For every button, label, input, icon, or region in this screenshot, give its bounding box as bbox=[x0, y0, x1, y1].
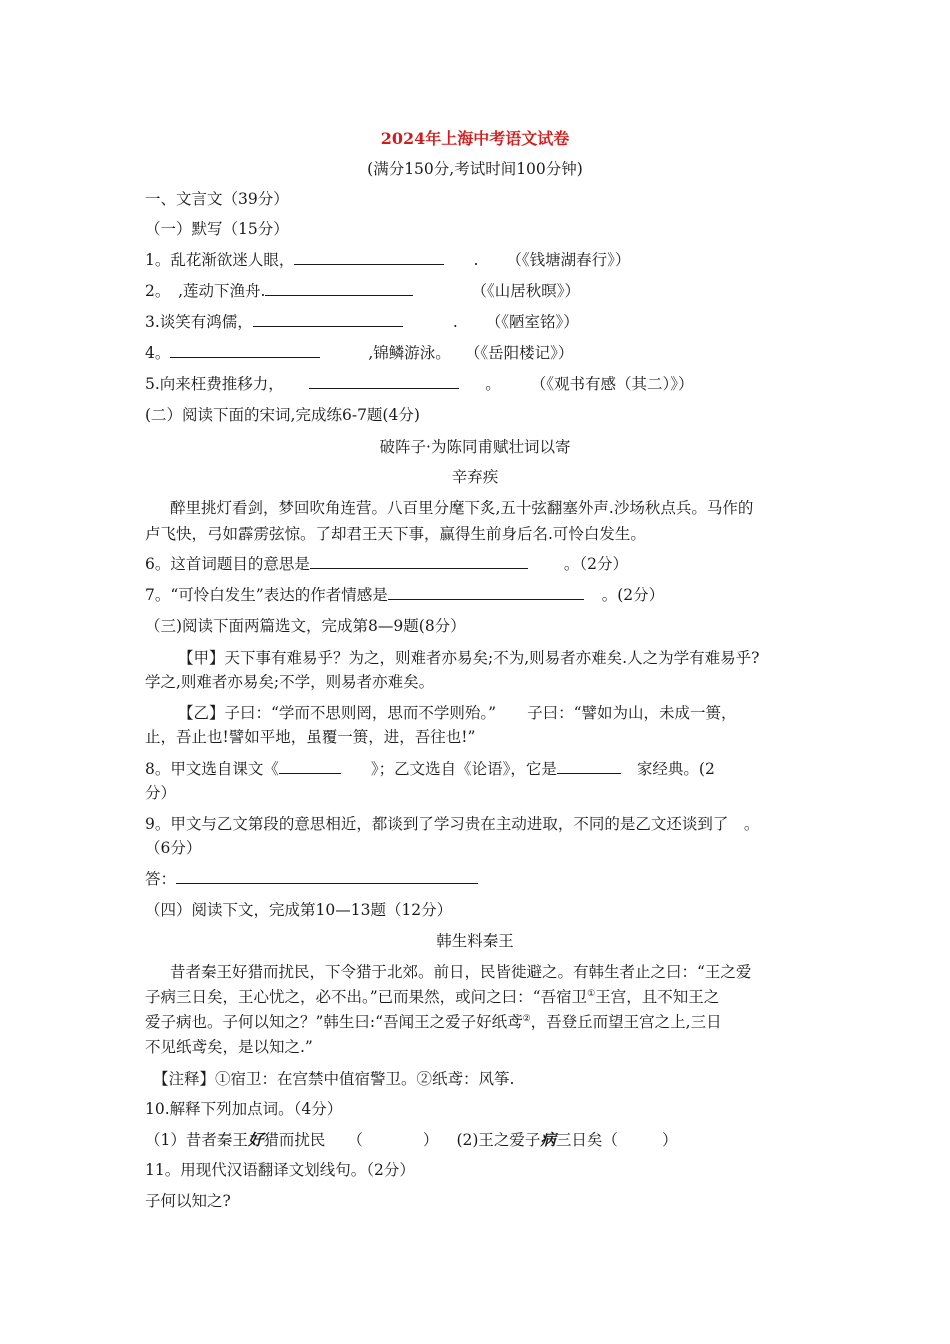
passage-yi: 【乙】子曰：“学而不思则罔，思而不学则殆。” 子曰：“譬如为山，未成一篑， bbox=[178, 704, 737, 722]
q7-score: 。(2分） bbox=[601, 586, 665, 604]
part2-heading: (二）阅读下面的宋词,完成练6-7题(4分) bbox=[145, 406, 420, 424]
question-10-items bbox=[145, 1130, 677, 1150]
passage-text: 子病三日矣，王心忧之，必不出。”已而果然，或问之曰：“吾宿卫 bbox=[145, 988, 588, 1006]
poem-line: 卢飞快，弓如霹雳弦惊。了却君王天下事，赢得生前身后名.可怜白发生。 bbox=[145, 525, 646, 543]
answer-blank[interactable] bbox=[294, 250, 444, 265]
q4-mid: ,锦鳞游泳。 bbox=[368, 344, 451, 362]
answer-blank[interactable] bbox=[265, 281, 413, 296]
answer-label: 答： bbox=[145, 870, 177, 888]
answer-paren[interactable]: （ bbox=[347, 1131, 363, 1149]
q4-text: 4。 bbox=[145, 344, 171, 362]
question-2 bbox=[145, 281, 580, 301]
answer-blank[interactable] bbox=[557, 759, 621, 774]
poem-title: 破阵子·为陈同甫赋壮词以寄 bbox=[379, 438, 571, 456]
passage-line: 昔者秦王好猎而扰民，下令猎于北郊。前日，民皆徙避之。有韩生者止之曰：“王之爱 bbox=[170, 963, 752, 981]
q6-text: 6。这首词题目的意思是 bbox=[145, 555, 310, 573]
dotted-word: 好 bbox=[247, 1130, 264, 1149]
poem-author: 辛弃疾 bbox=[451, 468, 499, 486]
q2-source: （《山居秋暝》） bbox=[471, 282, 580, 300]
answer-paren[interactable]: ） bbox=[422, 1131, 439, 1149]
q7-text: 7。“可怜白发生”表达的作者情感是 bbox=[145, 586, 388, 604]
q10-text: (2)王之爱子 bbox=[456, 1131, 541, 1149]
question-4 bbox=[145, 343, 573, 363]
q8-text: 8。甲文选自课文《 bbox=[145, 760, 279, 778]
passage-jia: 【甲】天下事有难易乎？为之，则难者亦易矣;不为,则易者亦难矣.人之为学有难易乎? bbox=[178, 649, 760, 667]
passage-jia: 学之,则难者亦易矣;不学，则易者亦难矣。 bbox=[145, 673, 435, 691]
question-6 bbox=[145, 554, 628, 574]
annotation-note: 【注释】①宿卫：在宫禁中值宿警卫。②纸鸢：风筝. bbox=[153, 1070, 515, 1088]
q6-score: 。（2分） bbox=[563, 555, 628, 573]
answer-blank[interactable] bbox=[309, 374, 459, 389]
question-3 bbox=[145, 312, 579, 332]
dotted-word: 病 bbox=[540, 1130, 556, 1149]
answer-paren[interactable]: ） bbox=[661, 1131, 678, 1149]
exam-subtitle: (满分150分,考试时间100分钟) bbox=[367, 160, 583, 178]
footnote-marker: ① bbox=[587, 988, 596, 999]
text-title: 韩生料秦王 bbox=[436, 932, 514, 950]
part3-heading: （三)阅读下面两篇选文，完成第8—9题(8分） bbox=[145, 617, 466, 635]
q5-source: （《观书有感（其二）》） bbox=[530, 375, 694, 393]
q8-score: 分） bbox=[145, 784, 177, 802]
answer-blank[interactable] bbox=[170, 343, 320, 358]
q1-source: （《钱塘湖春行》） bbox=[506, 251, 631, 269]
question-7 bbox=[145, 585, 664, 605]
q1-text: 1。乱花渐欲迷人眼， bbox=[145, 251, 295, 269]
answer-blank[interactable] bbox=[310, 554, 528, 569]
q4-source: （《岳阳楼记》） bbox=[464, 344, 574, 362]
answer-blank[interactable] bbox=[388, 585, 584, 600]
question-10-heading: 10.解释下列加点词。（4分） bbox=[145, 1100, 343, 1118]
q5-text: 5.向来枉费推移力， bbox=[145, 375, 284, 393]
footnote-marker: ② bbox=[522, 1013, 531, 1024]
q3-text: 3.谈笑有鸿儒， bbox=[145, 313, 253, 331]
question-9: 9。甲文与乙文第段的意思相近，都谈到了学习贵在主动进取，不同的是乙文还谈到了 。 bbox=[145, 815, 760, 833]
question-5 bbox=[145, 374, 694, 394]
passage-text: 爱子病也。子何以知之？”韩生曰:“吾闻王之爱子好纸鸢 bbox=[145, 1013, 523, 1031]
page-title: 2024年上海中考语文试卷 bbox=[380, 129, 570, 148]
question-11-heading: 11。用现代汉语翻译文划线句。（2分） bbox=[145, 1161, 415, 1179]
part4-heading: （四）阅读下文，完成第10—13题（12分） bbox=[145, 901, 453, 919]
part1-heading: （一）默写（15分） bbox=[145, 220, 289, 238]
q10-text: 猎而扰民 bbox=[263, 1131, 326, 1149]
q10-text: 三日矣（ bbox=[555, 1131, 618, 1149]
question-1 bbox=[145, 250, 630, 270]
q3-source: （《陋室铭》） bbox=[485, 313, 579, 331]
section-heading: 一、文言文（39分） bbox=[145, 190, 289, 208]
q8-text: 家经典。(2 bbox=[636, 760, 715, 778]
passage-text: ，吾登丘而望王宫之上,三日 bbox=[530, 1013, 722, 1031]
poem-line: 醉里挑灯看剑，梦回吹角连营。八百里分麾下炙,五十弦翻塞外声.沙场秋点兵。马作的 bbox=[170, 499, 754, 517]
question-11-sentence: 子何以知之? bbox=[145, 1192, 231, 1210]
q10-text: （1）昔者秦王 bbox=[145, 1131, 248, 1149]
passage-text: 王宫，且不知王之 bbox=[595, 988, 720, 1006]
passage-line: 不见纸鸢矣，是以知之.” bbox=[145, 1038, 313, 1056]
answer-blank[interactable] bbox=[279, 759, 341, 774]
question-8 bbox=[145, 759, 715, 779]
q2-text: 2。 ,莲动下渔舟. bbox=[145, 282, 266, 300]
answer-blank[interactable] bbox=[176, 869, 478, 884]
q8-text: 》；乙文选自《论语》，它是 bbox=[370, 760, 557, 778]
q3-punct: . bbox=[452, 313, 458, 331]
q1-punct: . bbox=[473, 251, 479, 269]
answer-blank[interactable] bbox=[253, 312, 403, 327]
passage-line bbox=[145, 1012, 722, 1032]
q9-score: （6分） bbox=[145, 839, 202, 857]
q5-punct: 。 bbox=[485, 375, 501, 393]
passage-yi: 止，吾止也!譬如平地，虽覆一篑，进，吾往也!” bbox=[145, 728, 476, 746]
passage-line bbox=[145, 987, 719, 1007]
answer-line bbox=[145, 869, 478, 889]
